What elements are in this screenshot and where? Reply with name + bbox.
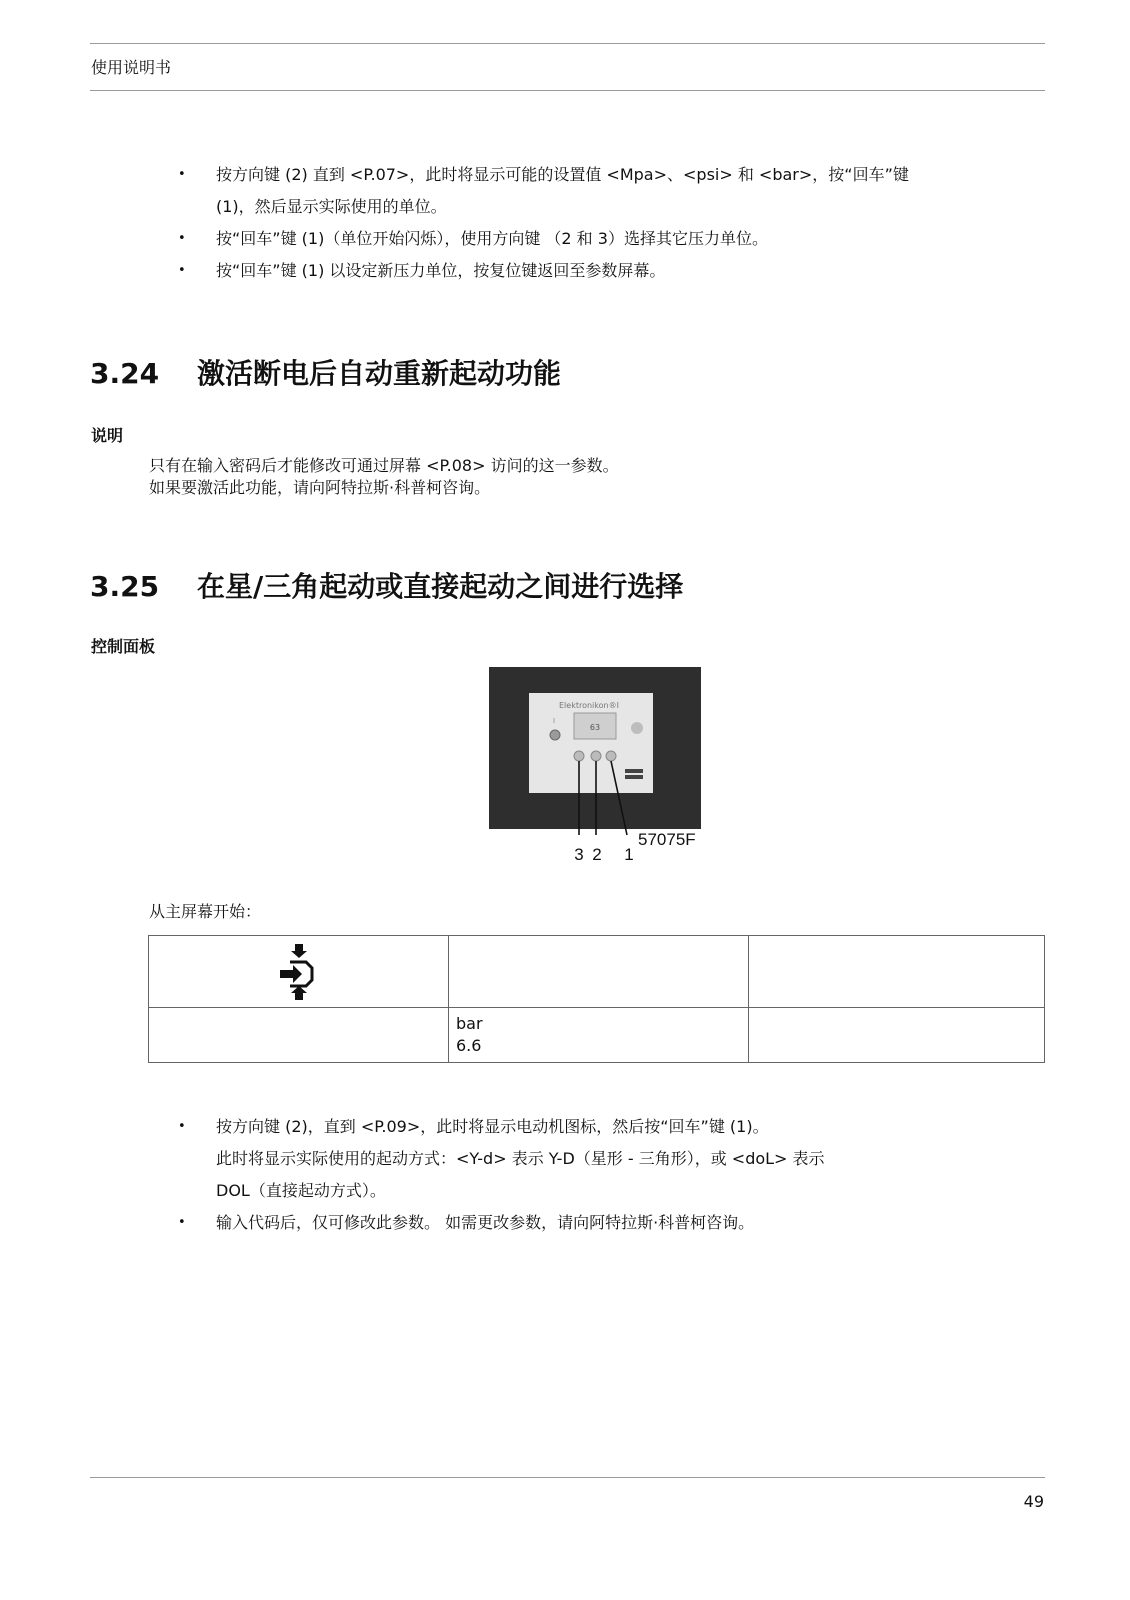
key-2-icon xyxy=(591,751,601,761)
intro-bullet-list xyxy=(178,159,909,287)
section-title: 激活断电后自动重新起动功能 xyxy=(197,357,562,390)
bullet-line: 此时将显示实际使用的起动方式：<Y-d> 表示 Y-D（星形 - 三角形），或 <doL> 表示 xyxy=(216,1149,825,1168)
header-rule-bottom xyxy=(90,90,1045,91)
document-title: 使用说明书 xyxy=(91,58,172,77)
figure-code: 57075F xyxy=(638,830,696,849)
bullet-line: • 按“回车”键 (1)（单位开始闪烁），使用方向键 （2 和 3）选择其它压力单位。 xyxy=(216,229,768,248)
description-paragraph xyxy=(149,455,619,499)
panel-brand: Elektronikon®I xyxy=(559,701,619,710)
pressure-value: 6.6 xyxy=(456,1036,482,1055)
screen-table xyxy=(148,935,1045,1063)
table-row xyxy=(149,936,1045,1008)
bullet-line: • 按“回车”键 (1) 以设定新压力单位，按复位键返回至参数屏幕。 xyxy=(216,261,666,280)
table-cell xyxy=(449,936,749,1008)
pressure-reading xyxy=(449,1008,748,1062)
table-cell xyxy=(749,1008,1045,1063)
list-item xyxy=(178,223,909,255)
bullet-line: • 输入代码后，仅可修改此参数。 如需更改参数，请向阿特拉斯·科普柯咨询。 xyxy=(216,1213,755,1232)
bullet-line: • 按方向键 (2) 直到 <P.07>，此时将显示可能的设置值 <Mpa>、<psi> 和 <bar>，按“回车”键 xyxy=(216,165,909,184)
callout-label-3: 3 xyxy=(574,845,584,864)
page-number: 49 xyxy=(1023,1492,1044,1511)
paragraph-line: 如果要激活此功能，请向阿特拉斯·科普柯咨询。 xyxy=(149,478,491,497)
bullet-line: DOL（直接起动方式）。 xyxy=(216,1181,386,1200)
list-item xyxy=(178,1207,825,1239)
table-row xyxy=(149,1008,1045,1063)
bullet-line: • 按方向键 (2)，直到 <P.09>，此时将显示电动机图标，然后按“回车”键 (1)。 xyxy=(216,1117,769,1136)
section-number: 3.24 xyxy=(90,357,160,390)
procedure-bullet-list xyxy=(178,1111,825,1239)
stop-button-icon xyxy=(631,722,643,734)
status-mark: I xyxy=(553,717,556,725)
table-cell xyxy=(449,1008,749,1063)
pressure-unit: bar xyxy=(456,1014,483,1033)
table-cell xyxy=(149,936,449,1008)
callout-label-1: 1 xyxy=(624,845,634,864)
start-button-icon xyxy=(550,730,560,740)
compressor-load-icon xyxy=(279,943,319,1001)
header-rule-top xyxy=(90,43,1045,44)
list-item xyxy=(178,1111,825,1207)
table-cell xyxy=(149,1008,449,1063)
bullet-line: (1)，然后显示实际使用的单位。 xyxy=(216,197,447,216)
logo-bar xyxy=(625,775,643,779)
section-heading-3-24 xyxy=(90,352,561,392)
section-heading-3-25 xyxy=(90,565,683,605)
footer-rule xyxy=(90,1477,1045,1478)
section-title: 在星/三角起动或直接起动之间进行选择 xyxy=(197,570,684,603)
start-instruction: 从主屏幕开始： xyxy=(149,902,262,921)
logo-bar xyxy=(625,769,643,773)
control-panel-illustration xyxy=(487,665,707,870)
paragraph-line: 只有在输入密码后才能修改可通过屏幕 <P.08> 访问的这一参数。 xyxy=(149,456,619,475)
callout-label-2: 2 xyxy=(592,845,602,864)
list-item xyxy=(178,159,909,223)
table-cell xyxy=(749,936,1045,1008)
subheading-control-panel: 控制面板 xyxy=(91,637,156,656)
control-panel-photo xyxy=(487,665,707,870)
list-item xyxy=(178,255,909,287)
display-value: 63 xyxy=(589,723,601,732)
key-3-icon xyxy=(574,751,584,761)
subheading-description: 说明 xyxy=(91,426,124,445)
key-1-icon xyxy=(606,751,616,761)
section-number: 3.25 xyxy=(90,570,160,603)
